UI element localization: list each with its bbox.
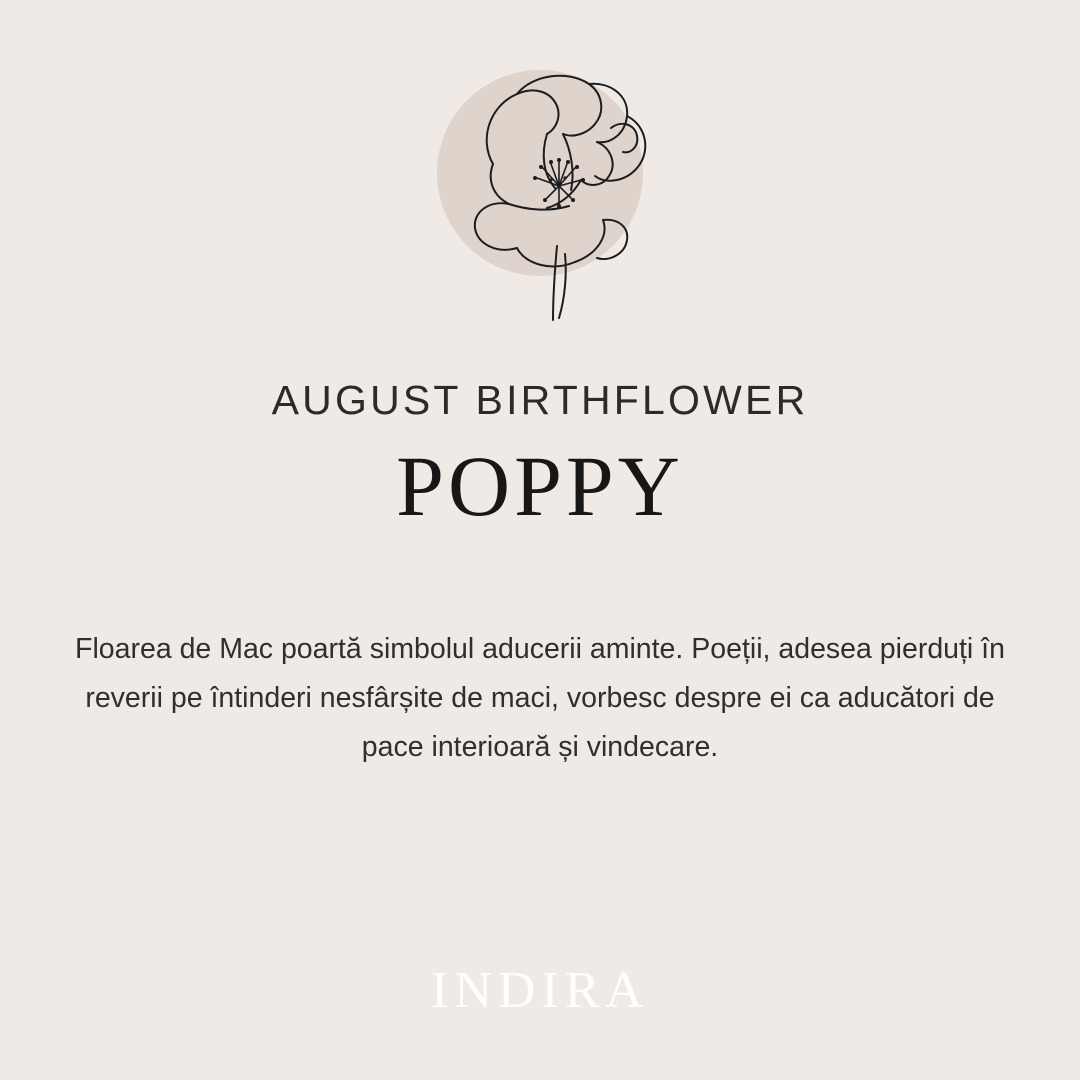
- poppy-flower-icon: [375, 68, 705, 338]
- brand-logo: INDIRA: [431, 962, 649, 1019]
- subtitle: AUGUST BIRTHFLOWER: [271, 377, 809, 423]
- poppy-illustration: [340, 68, 740, 338]
- page-title: POPPY: [396, 438, 684, 534]
- illustration-circle: [437, 70, 643, 276]
- description-text: Floarea de Mac poartă simbolul aducerii aminte. Poeții, adesea pierduți în reverii pe întinderi nesfârșite de maci, vorbesc despre ei ca aducători de pace interioară și vindecare.: [75, 633, 1005, 764]
